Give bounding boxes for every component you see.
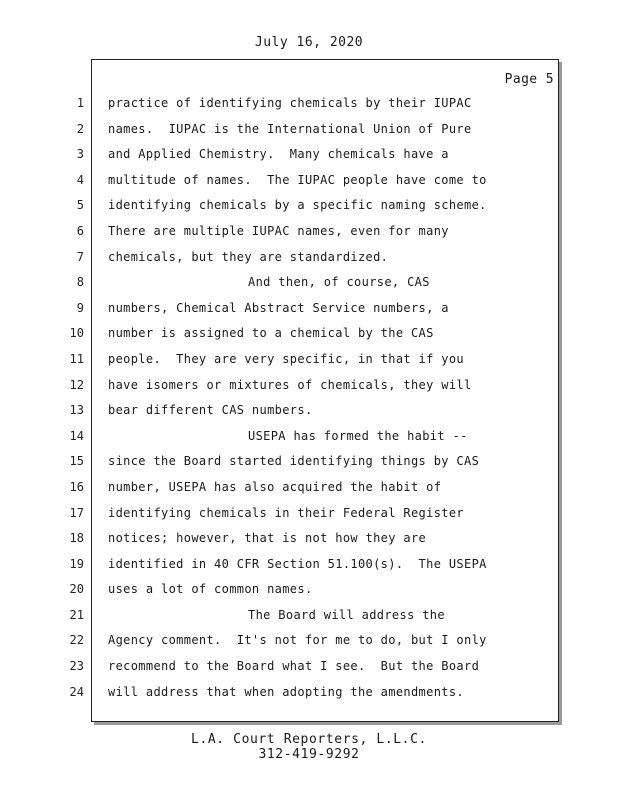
line-number: 5 [76, 198, 84, 213]
line-number: 21 [69, 607, 84, 622]
transcript-line: numbers, Chemical Abstract Service numbers, a [108, 300, 449, 315]
line-number: 12 [69, 377, 84, 392]
transcript-line: have isomers or mixtures of chemicals, they will [108, 377, 472, 392]
line-number-column [40, 94, 84, 708]
line-number: 4 [76, 172, 84, 187]
transcript-line: bear different CAS numbers. [108, 403, 313, 418]
transcript-line: since the Board started identifying things by CAS [108, 454, 480, 469]
transcript-line: There are multiple IUPAC names, even for many [108, 223, 449, 238]
line-number: 6 [76, 223, 84, 238]
transcript-line: notices; however, that is not how they are [108, 531, 427, 546]
transcript-line: and Applied Chemistry. Many chemicals have a [108, 147, 449, 162]
line-number: 15 [69, 454, 84, 469]
transcript-line: practice of identifying chemicals by their IUPAC [108, 96, 472, 110]
reporter-company: L.A. Court Reporters, L.L.C. [191, 732, 427, 747]
line-number: 10 [69, 326, 84, 341]
line-number: 23 [69, 659, 84, 674]
line-number: 1 [76, 96, 84, 110]
transcript-line: The Board will address the [248, 607, 445, 622]
line-number: 13 [69, 403, 84, 418]
line-number: 19 [69, 556, 84, 571]
reporter-phone: 312-419-9292 [258, 747, 360, 762]
transcript-line: And then, of course, CAS [248, 275, 430, 290]
line-number: 11 [69, 351, 84, 366]
transcript-line: uses a lot of common names. [108, 582, 313, 597]
transcript-line: identifying chemicals in their Federal Register [108, 505, 465, 520]
line-number: 24 [69, 684, 84, 699]
transcript-line: number, USEPA has also acquired the habit of [108, 479, 442, 494]
transcript-line: Agency comment. It's not for me to do, but I only [108, 633, 487, 648]
transcript-line: people. They are very specific, in that if you [108, 351, 465, 366]
line-number: 22 [69, 633, 84, 648]
transcript-line: identifying chemicals by a specific naming scheme. [108, 198, 487, 213]
line-number: 20 [69, 582, 84, 597]
transcript-line: number is assigned to a chemical by the CAS [108, 326, 434, 341]
transcript-line: chemicals, but they are standardized. [108, 249, 389, 264]
line-number: 18 [69, 531, 84, 546]
line-number: 2 [76, 121, 84, 136]
transcript-line: identified in 40 CFR Section 51.100(s). The USEPA [108, 556, 487, 571]
transcript-line: multitude of names. The IUPAC people have come to [108, 172, 487, 187]
reporter-footer [0, 732, 618, 762]
line-number: 17 [69, 505, 84, 520]
page-number: Page 5 [504, 72, 554, 87]
transcript-line: will address that when adopting the amendments. [108, 684, 465, 699]
transcript-line: names. IUPAC is the International Union of Pure [108, 121, 472, 136]
transcript-date: July 16, 2020 [254, 35, 364, 50]
transcript-line: recommend to the Board what I see. But the Board [108, 659, 480, 674]
line-number: 14 [69, 428, 84, 443]
line-number: 8 [76, 275, 84, 290]
line-number: 3 [76, 147, 84, 162]
line-number: 9 [76, 300, 84, 315]
line-number: 16 [69, 479, 84, 494]
line-number: 7 [76, 249, 84, 264]
transcript-line: USEPA has formed the habit -- [248, 428, 468, 443]
transcript-text [108, 94, 548, 708]
